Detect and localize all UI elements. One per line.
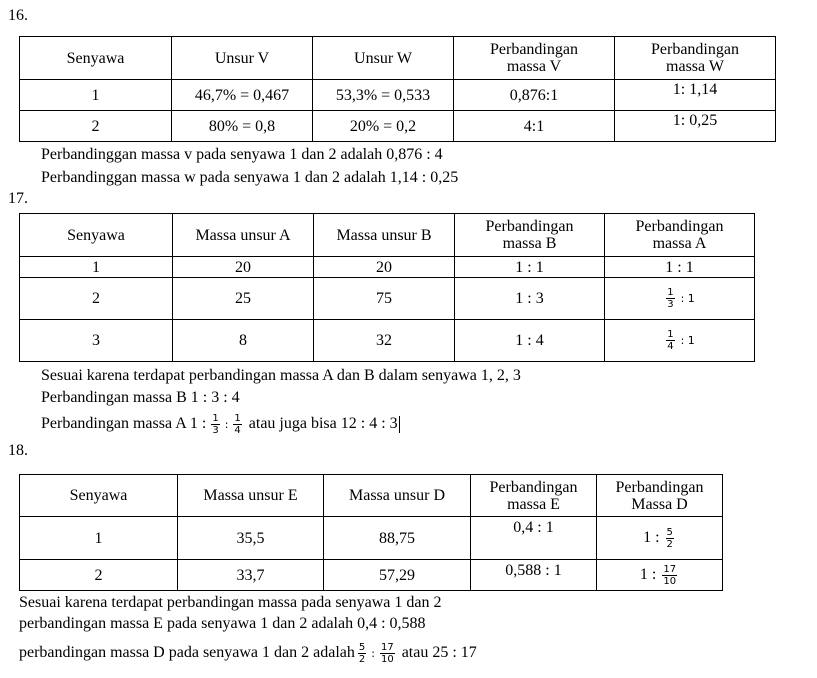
answer-text: perbandingan massa E pada senyawa 1 dan 2 adalah 0,4 : 0,588 [19, 615, 426, 632]
table-cell: 1: 0,25 [615, 111, 776, 142]
table-cell: 35,5 [178, 517, 324, 560]
header-line: Massa D [631, 495, 688, 513]
answer-text-ratio-d [19, 637, 477, 669]
table-header-row [20, 475, 723, 517]
header-line: massa V [506, 58, 562, 75]
fraction [380, 642, 395, 665]
table-header-row [20, 37, 776, 80]
table-cell: 46,7% = 0,467 [172, 80, 313, 111]
table-cell: 33,7 [178, 560, 324, 591]
table-cell: 20 [173, 257, 314, 278]
numerator: 5 [358, 641, 366, 653]
header-cell [471, 475, 597, 517]
text-segment: atau juga bisa 12 : 4 : 3 [248, 415, 398, 432]
fraction [211, 413, 219, 436]
table-header-row [20, 214, 755, 257]
table-cell [597, 560, 723, 591]
header-line: massa W [666, 58, 724, 75]
table-row [20, 278, 755, 320]
header-line: Perbandingan [615, 478, 704, 496]
table-cell: 1 [20, 517, 178, 560]
table-row [20, 257, 755, 278]
ratio-lead: 1 : [643, 528, 660, 546]
header-line: Perbandingan [489, 478, 578, 496]
header-cell: Senyawa [20, 214, 173, 257]
header-line: Perbandingan [485, 218, 574, 235]
numerator: 1 [212, 412, 219, 424]
header-line: massa B [502, 235, 557, 252]
header-cell: Massa unsur A [173, 214, 314, 257]
header-cell: Unsur V [172, 37, 313, 80]
numerator: 1 [667, 287, 674, 298]
table-row [20, 111, 776, 142]
table-cell: 32 [314, 320, 455, 362]
table-16 [19, 36, 776, 142]
table-cell: 53,3% = 0,533 [313, 80, 454, 111]
ratio-lead: 1 : [639, 565, 657, 583]
text-segment: Perbandingan massa A 1 : [41, 415, 207, 432]
header-cell: Massa unsur B [314, 214, 455, 257]
denominator: 4 [667, 341, 674, 352]
header-line: massa E [507, 495, 560, 513]
denominator: 2 [666, 538, 673, 550]
table-cell [597, 517, 723, 560]
header-cell [454, 37, 615, 80]
table-row [20, 560, 723, 591]
table-cell: 20% = 0,2 [313, 111, 454, 142]
table-18 [19, 474, 723, 591]
table-cell: 57,29 [324, 560, 471, 591]
table-cell: 1 : 4 [455, 320, 605, 362]
table-cell: 75 [314, 278, 455, 320]
answer-text-ratio-a [41, 409, 400, 439]
table-cell: 1 [20, 80, 172, 111]
fraction [358, 642, 366, 665]
table-cell: 20 [314, 257, 455, 278]
fraction [233, 413, 241, 436]
table-cell: 4:1 [454, 111, 615, 142]
fraction [666, 287, 674, 310]
text-segment: atau 25 : 17 [401, 644, 477, 661]
table-cell: 2 [20, 111, 172, 142]
table-cell: 88,75 [324, 517, 471, 560]
answer-text: Sesuai karena terdapat perbandingan massa A dan B dalam senyawa 1, 2, 3 [41, 367, 521, 384]
text-segment: perbandingan massa D pada senyawa 1 dan 2 adalah [19, 644, 355, 661]
table-cell: 0,588 : 1 [471, 560, 597, 591]
numerator: 5 [666, 526, 673, 538]
header-cell [605, 214, 755, 257]
table-cell: 1 : 3 [455, 278, 605, 320]
header-cell: Massa unsur D [324, 475, 471, 517]
fraction [666, 329, 674, 352]
ratio-separator: : [224, 417, 229, 431]
header-line: Perbandingan [651, 41, 739, 58]
answer-text: Perbandingan massa B 1 : 3 : 4 [41, 389, 240, 406]
numerator: 17 [663, 563, 677, 575]
header-cell [597, 475, 723, 517]
numerator: 1 [234, 412, 241, 424]
table-row [20, 80, 776, 111]
header-cell: Senyawa [20, 475, 178, 517]
table-row [20, 320, 755, 362]
table-cell: 0,4 : 1 [471, 517, 597, 560]
table-cell [605, 278, 755, 320]
table-cell: 8 [173, 320, 314, 362]
denominator: 10 [663, 575, 677, 587]
table-cell: 1 : 1 [605, 257, 755, 278]
table-row [20, 517, 723, 560]
text-cursor [399, 416, 400, 433]
denominator: 10 [380, 653, 394, 665]
numerator: 17 [380, 641, 394, 653]
table-cell: 25 [173, 278, 314, 320]
header-cell: Senyawa [20, 37, 172, 80]
table-cell: 2 [20, 278, 173, 320]
table-17 [19, 213, 755, 362]
problem-number-16: 16. [8, 7, 28, 24]
header-line: Perbandingan [635, 218, 724, 235]
problem-number-17: 17. [8, 190, 28, 207]
fraction [662, 564, 677, 587]
denominator: 3 [667, 299, 674, 310]
answer-text: Perbandinggan massa v pada senyawa 1 dan 2 adalah 0,876 : 4 [41, 146, 443, 163]
ratio-separator: : [371, 646, 375, 660]
numerator: 1 [667, 329, 674, 340]
table-cell: 2 [20, 560, 178, 591]
table-cell [605, 320, 755, 362]
answer-text: Sesuai karena terdapat perbandingan massa pada senyawa 1 dan 2 [19, 594, 442, 611]
denominator: 2 [358, 653, 366, 665]
answer-text: Perbandinggan massa w pada senyawa 1 dan 2 adalah 1,14 : 0,25 [41, 169, 459, 186]
table-cell: 1: 1,14 [615, 80, 776, 111]
header-cell: Unsur W [313, 37, 454, 80]
header-cell: Massa unsur E [178, 475, 324, 517]
header-line: massa A [652, 235, 707, 252]
ratio-rest: : 1 [680, 292, 695, 306]
problem-number-18: 18. [8, 442, 28, 459]
table-cell: 80% = 0,8 [172, 111, 313, 142]
ratio-rest: : 1 [680, 334, 695, 348]
table-cell: 1 : 1 [455, 257, 605, 278]
table-cell: 1 [20, 257, 173, 278]
header-line: Perbandingan [490, 41, 578, 58]
table-cell: 0,876:1 [454, 80, 615, 111]
header-cell [455, 214, 605, 257]
fraction [666, 527, 674, 550]
denominator: 4 [234, 424, 241, 436]
denominator: 3 [212, 424, 219, 436]
table-cell: 3 [20, 320, 173, 362]
header-cell [615, 37, 776, 80]
